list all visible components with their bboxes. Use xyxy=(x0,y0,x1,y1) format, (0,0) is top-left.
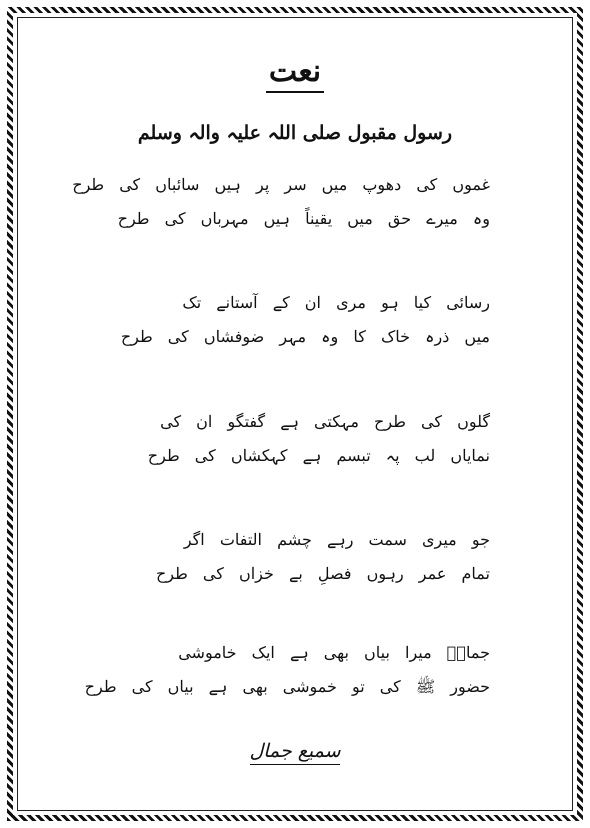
couplet-line: وہ میرے حق میں یقیناً ہیں مہرباں کی طرح xyxy=(117,209,490,228)
title-underline xyxy=(266,91,324,93)
couplet-line: میں ذرہ خاک کا وہ مہر ضوفشاں کی طرح xyxy=(120,327,490,346)
couplet-line: رسائی کیا ہو مری ان کے آستانے تک xyxy=(182,293,490,312)
page-title: نعت xyxy=(268,54,322,89)
couplet-line: گلوں کی طرح مہکتی ہے گفتگو ان کی xyxy=(160,412,490,431)
couplet-line: غموں کی دھوپ میں سر پر ہیں سائباں کی طرح xyxy=(72,175,490,194)
signature-block xyxy=(30,740,560,765)
title-block xyxy=(30,54,560,93)
couplet-line: نمایاں لب پہ تبسم ہے کہکشاں کی طرح xyxy=(147,446,490,465)
couplet-1 xyxy=(72,175,490,243)
couplet-line: حضور ﷺ کی تو خموشی بھی ہے بیاں کی طرح xyxy=(84,677,490,696)
signature-underline xyxy=(250,764,340,765)
couplet-4 xyxy=(110,530,490,598)
couplet-line: جمالؔ میرا بیاں بھی ہے ایک خاموشی xyxy=(178,643,490,662)
poem-page xyxy=(30,40,560,800)
couplet-3 xyxy=(110,412,490,480)
couplet-line: تمام عمر رہوں فصلِ بے خزاں کی طرح xyxy=(155,564,490,583)
subtitle: رسول مقبول صلی اللہ علیہ والہ وسلم xyxy=(137,122,453,144)
couplet-2 xyxy=(110,293,490,361)
signature: سمیع جمال xyxy=(249,740,341,762)
couplet-5 xyxy=(84,643,490,711)
couplet-line: جو میری سمت رہے چشم التفات اگر xyxy=(183,530,490,549)
